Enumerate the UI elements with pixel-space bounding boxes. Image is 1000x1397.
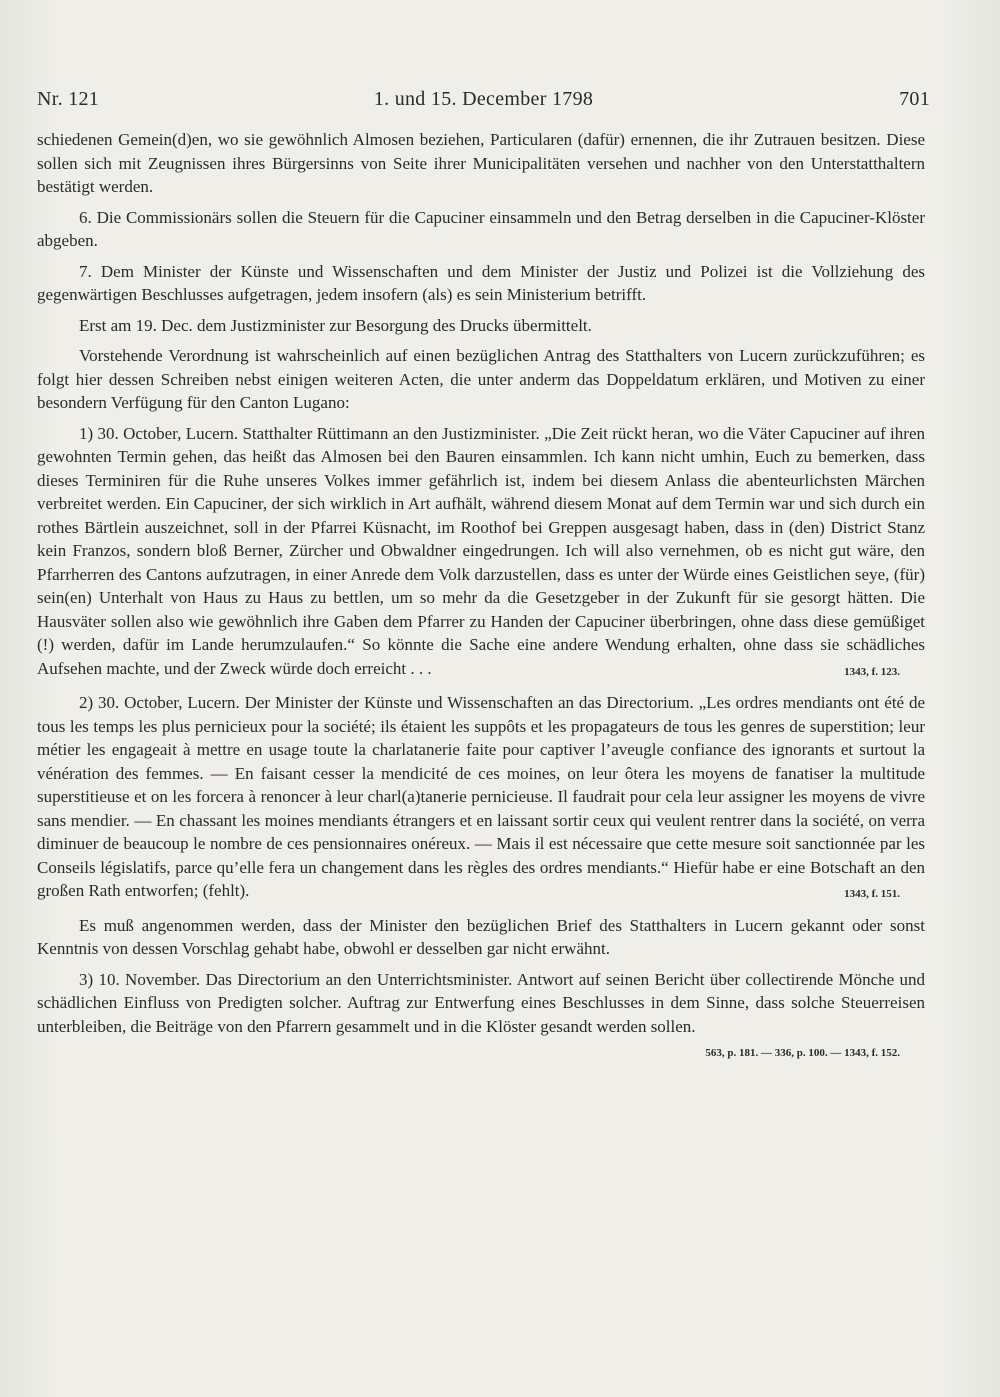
doc-1-text: 1) 30. October, Lucern. Statthalter Rüttimann an den Justizminister. „Die Zeit rückt heran, wo die Väter Capuciner auf ihren gewohnten Termin gehen, das heißt das Almosen bei den Bauren einsammlen. Ich kann nicht umhin, Euch zu bemerken, dass dieses Terminiren für die Ruhe unseres Volkes immer gefährlich ist, indem bei diesem Anlass die abenteurlichsten Märchen verbreitet werden. Ein Capuciner, der sich wirklich in Art aufhält, während diesem Monat auf dem Termin war und sich durch ein rothes Bärtlein auszeichnet, soll in der Pfarrei Küsnacht, im Roothof bei Greppen ausgesagt haben, dass in (den) District Stanz kein Franzos, sondern bloß Berner, Zürcher und Obwaldner eingedrungen. Ich will also vernehmen, ob es nicht gut wäre, den Pfarrherren des Cantons aufzutragen, in einer Anrede dem Volk darzustellen, dass es unter der Würde eines Geistlichen seye, (für) sein(en) Unterhalt von Haus zu Haus zu bettlen, um so mehr da die Gesetzgeber in der Zukunft für sie gesorgt hätten. Die Hausväter sollen also wie gewöhnlich ihre Gaben dem Pfarrer zu Handen der Capuciner überbringen, ohne dass diese gemüßiget (!) werden, dafür im Lande herumzulaufen.“ So könnte die Sache eine andere Wendung erhalten, ohne dass sie schädliches Aufsehen machte, und der Zweck würde doch erreicht . . . [37, 423, 925, 678]
paragraph-commentary: Vorstehende Verordnung ist wahrscheinlich auf einen bezüglichen Antrag des Statthalters von Lucern zurückzuführen; es folgt hier dessen Schreiben nebst einigen weiteren Acten, die unter anderm das Doppeldatum erklären, und Motiven zu einer besondern Verfügung für den Canton Lugano: [37, 346, 925, 412]
paragraph-transmission-note: Erst am 19. Dec. dem Justizminister zur Besorgung des Drucks übermittelt. [79, 315, 592, 335]
page-number: 701 [899, 88, 930, 110]
paragraph-doc-3 [37, 968, 925, 1059]
archive-reference: 1343, f. 123. [844, 665, 900, 678]
page-header [37, 88, 930, 118]
paragraph-item-6: 6. Die Commissionärs sollen die Steuern für die Capuciner einsammeln und den Betrag derselben in die Capuciner-Klöster abgeben. [37, 207, 925, 250]
document-number: Nr. 121 [37, 88, 100, 110]
paragraph-doc-2 [37, 691, 925, 903]
doc-3-text: 3) 10. November. Das Directorium an den Unterrichtsminister. Antwort auf seinen Bericht über collectirende Mönche und schädlichen Einfluss von Predigten solcher. Auftrag zur Entwerfung eines Beschlusses in dem Sinne, dass solche Steuerreisen unterbleiben, die Beiträge von den Pfarrern gesammelt und in die Klöster gesandt werden sollen. [37, 969, 925, 1036]
archive-reference: 1343, f. 151. [844, 888, 900, 900]
paragraph-item-7: 7. Dem Minister der Künste und Wissenschaften und dem Minister der Justiz und Polizei ist die Vollziehung des gegenwärtigen Beschlusses aufgetragen, jedem insofern (als) es sein Ministerium betrifft. [37, 261, 925, 304]
doc-2-text: 2) 30. October, Lucern. Der Minister der Künste und Wissenschaften an das Directorium. „Les ordres mendiants ont été de tous les temps les plus pernicieux pour la société; ils étaient les suppôts et les propagateurs de tous les genres de superstition; leur métier les engageait à mettre en usage toute la charlatanerie faite pour captiver l’aveugle confiance des ignorants et surtout la vénération des femmes. — En faisant cesser la mendicité de ces moines, on leur ôtera les moyens de fanatiser la multitude superstitieuse et on les forcera à renoncer à leur charl(a)tanerie pernicieuse. Il faudrait pour cela leur assigner les moyens de vivre sans mendier. — En chassant les moines mendiants étrangers et en laissant sortir ceux qui veulent rentrer dans la société, on verra diminuer de beaucoup le nombre de ces pensionnaires onéreux. — Mais il est nécessaire que cette mesure soit sanctionnée par les Conseils législatifs, parce qu’elle fera un changement dans les règles des ordres mendiants.“ Hiefür habe er eine Botschaft an den großen Rath entworfen; (fehlt). [37, 693, 925, 900]
archive-reference: 563, p. 181. — 336, p. 100. — 1343, f. 152. [705, 1047, 900, 1059]
paragraph-commentary-2: Es muß angenommen werden, dass der Minister den bezüglichen Brief des Statthalters in Lucern gekannt oder sonst Kenntnis von dessen Vorschlag gehabt habe, obwohl er desselben gar nicht erwähnt. [37, 915, 925, 958]
paragraph-doc-1 [37, 422, 925, 681]
page-body [37, 128, 925, 1066]
header-date: 1. und 15. December 1798 [373, 88, 594, 110]
paragraph-continuation: schiedenen Gemein(d)en, wo sie gewöhnlich Almosen beziehen, Particularen (dafür) ernennen, die ihr Zutrauen besitzen. Diese sollen sich mit Zeugnissen ihres Bürgersinns von Seite ihrer Municipalitäten versehen und nachher von den Unterstatthaltern bestätigt werden. [37, 130, 925, 196]
